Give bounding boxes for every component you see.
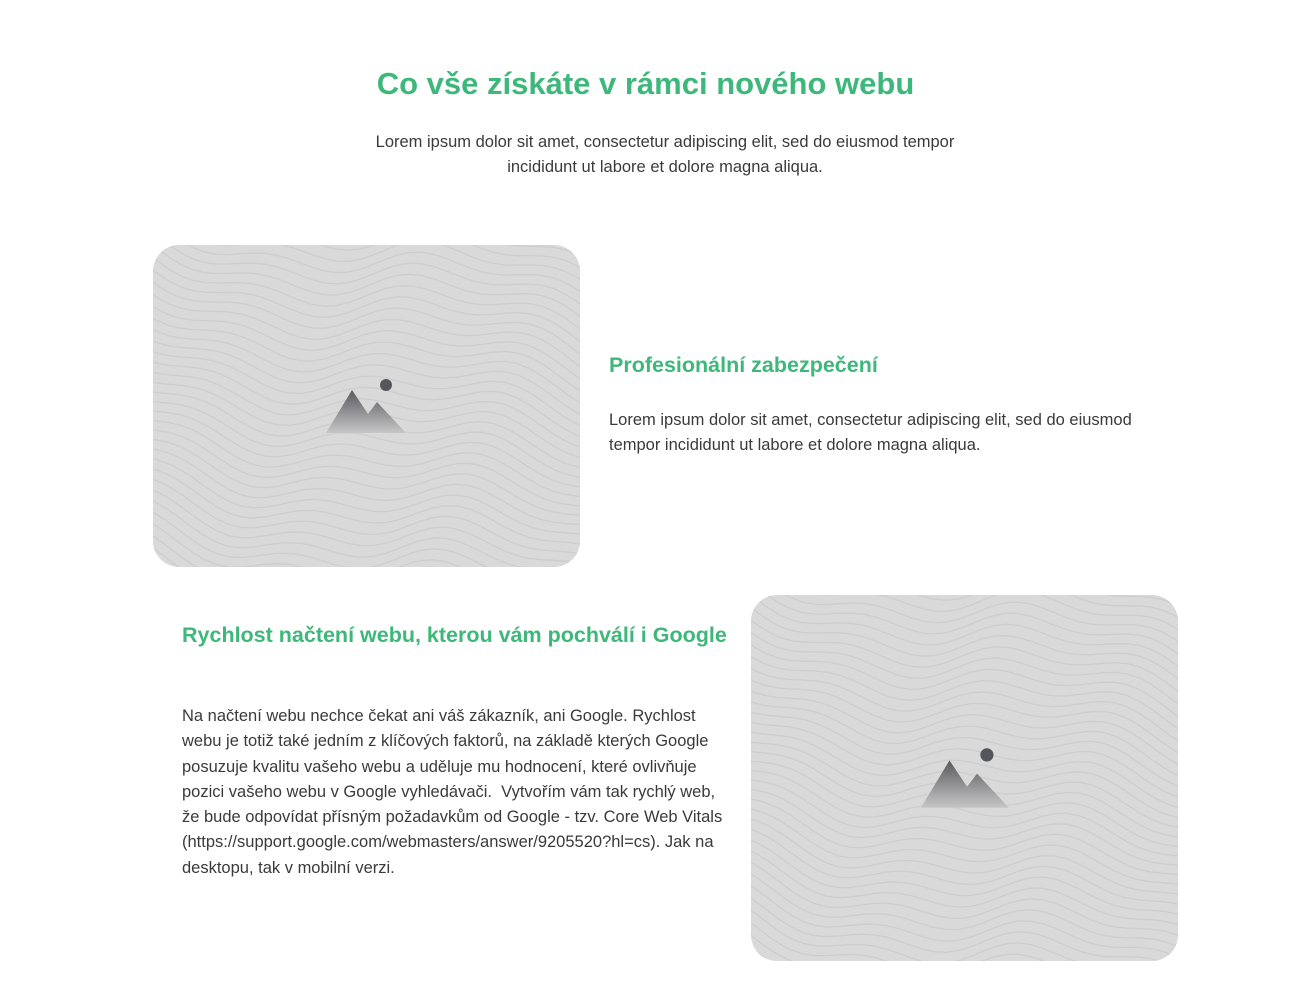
section-title: Co vše získáte v rámci nového webu (376, 66, 915, 101)
wave-line (751, 825, 1178, 906)
wave-line (153, 475, 580, 556)
wave-line (751, 595, 1178, 648)
image-placeholder-icon (326, 376, 408, 436)
wave-line (751, 886, 1178, 961)
wave-line (153, 292, 580, 384)
wave-line (153, 245, 580, 298)
feature-text-security: Lorem ipsum dolor sit amet, consectetur adipiscing elit, sed do eiusmod tempor incididunt ut labore et dolore magna aliqua. (609, 411, 1132, 455)
feature-text-speed: Na načtení webu nechce čekat ani váš zákazník, ani Google. Rychlost webu je totiž také jedním z klíčových faktorů, na základě kterých Google posuzuje kvalitu vašeho webu a uděluje mu hodnocení, které ovlivňuje pozici vašeho webu v Google vyhledávači. Vytvořím vám tak rychlý web, že bude odpovídat přísným požadavkům od Google - tzv. Core Web Vitals (https://support.google.com/webmasters/answer/9205520?hl=cs). Jak na desktopu, tak v mobilní verzi. (182, 707, 723, 877)
wave-line (153, 526, 580, 568)
wave-line (153, 245, 580, 286)
feature-title-security: Profesionální zabezpečení (609, 353, 878, 377)
wave-line (751, 855, 1178, 941)
wave-line (153, 267, 580, 361)
wave-line (751, 595, 1178, 623)
wave-line (751, 909, 1178, 961)
wave-line (153, 245, 580, 273)
wave-line (153, 485, 580, 567)
feature-title-speed: Rychlost načtení webu, kterou vám pochválí i Google (182, 623, 727, 647)
wave-line (751, 595, 1178, 636)
wave-line (153, 438, 580, 517)
image-placeholder-icon (920, 745, 1012, 811)
feature-image-speed (751, 595, 1178, 961)
section-intro: Lorem ipsum dolor sit amet, consectetur adipiscing elit, sed do eiusmod tempor incididunt ut labore et dolore magna aliqua. (375, 133, 955, 176)
feature-image-security (153, 245, 580, 567)
wave-line (153, 536, 580, 567)
wave-line (751, 617, 1178, 711)
wave-line (153, 505, 580, 567)
wave-line (751, 642, 1178, 734)
